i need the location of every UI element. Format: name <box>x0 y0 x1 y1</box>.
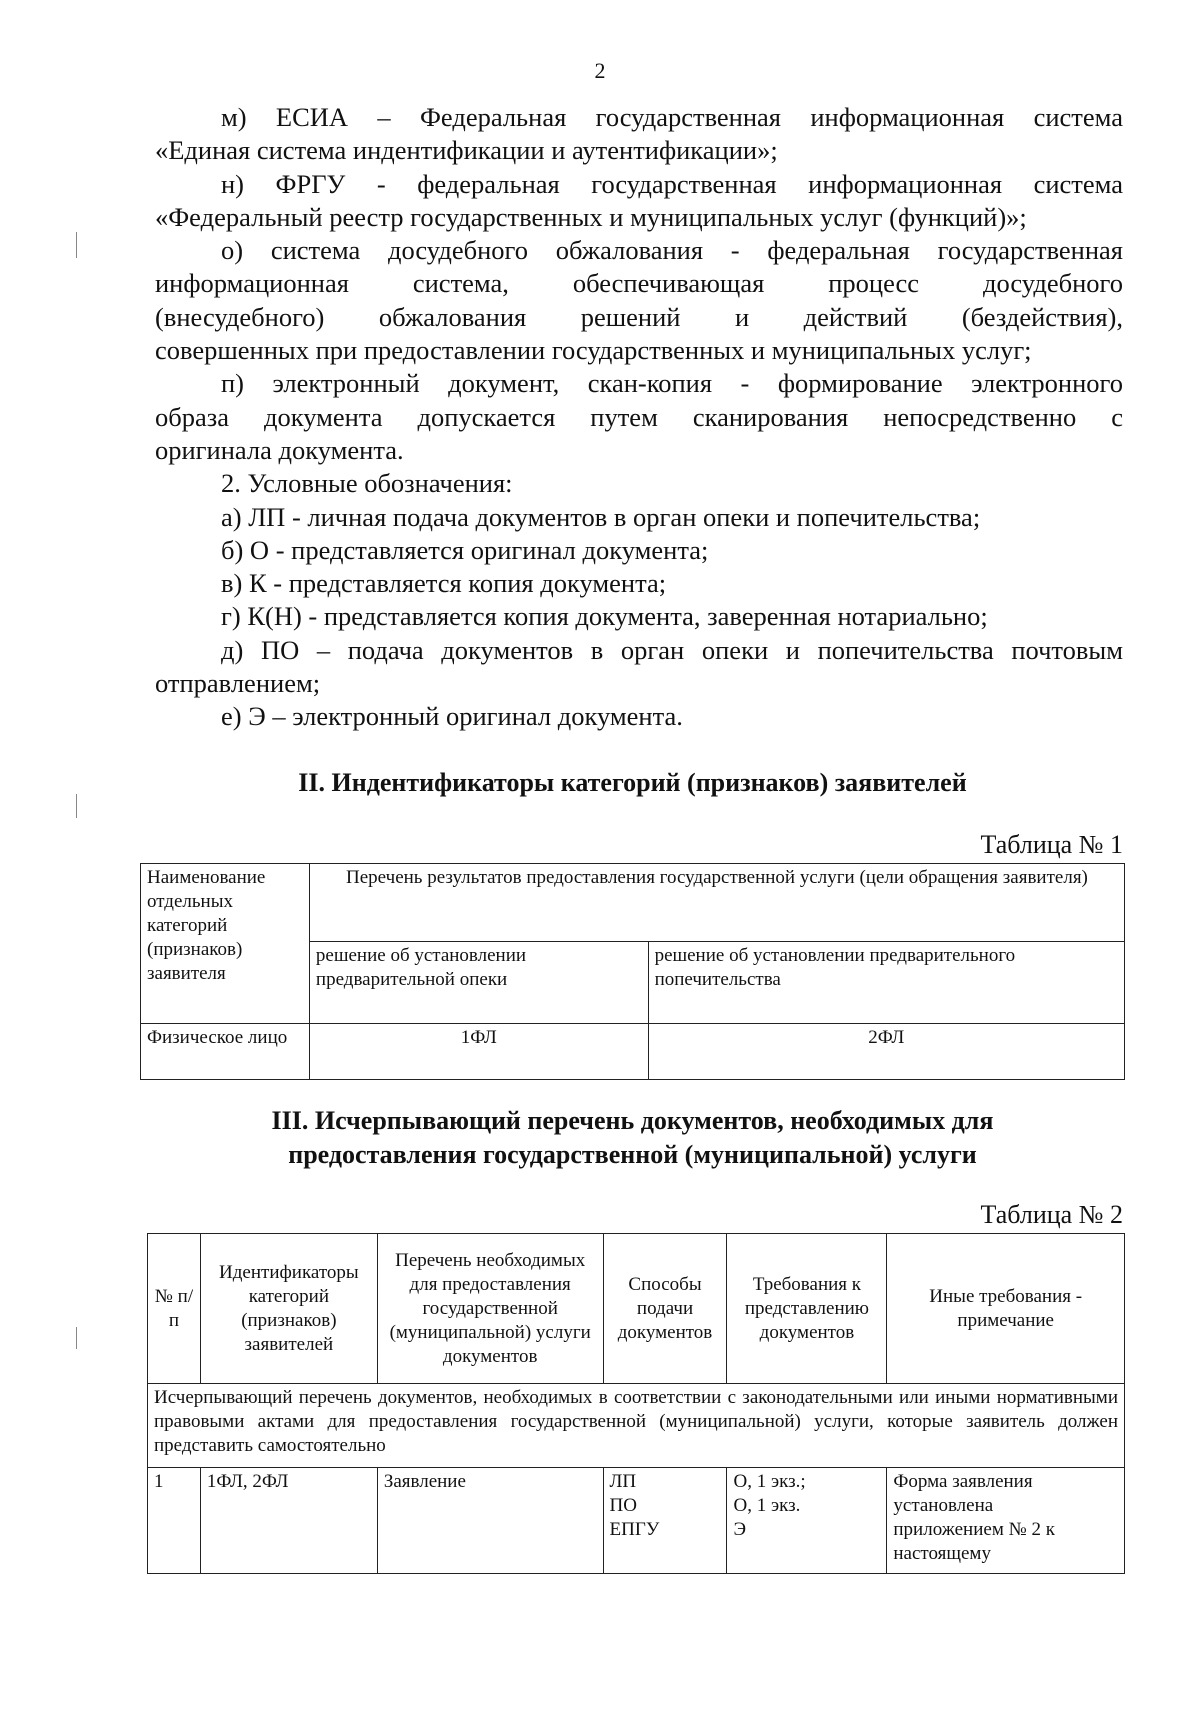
page-number: 2 <box>594 58 606 83</box>
req-2: О, 1 экз. <box>733 1495 801 1516</box>
condition-g: г) К(Н) - представляется копия документа, заверенная нотариально; <box>221 601 988 632</box>
condition-e: е) Э – электронный оригинал документа. <box>221 701 683 732</box>
table-2 <box>147 1233 1125 1574</box>
paragraph-o-line2: информационная система, обеспечивающая процесс досудебного <box>155 268 1123 299</box>
table-2-span-row: Исчерпывающий перечень документов, необходимых в соответствии с законодательными или иными нормативными правовыми актами для предоставления государственной (муниципальной) услуги, которые заявитель должен представить самостоятельно <box>148 1384 1125 1468</box>
table-1-col1-header: Наименование отдельных категорий (признаков) заявителя <box>141 864 310 1024</box>
table-1-cell-2fl: 2ФЛ <box>648 1024 1124 1080</box>
table-1-subheader-2: решение об установлении предварительного попечительства <box>648 942 1124 1024</box>
table-2-header-reqs: Требования к представлению документов <box>727 1234 887 1384</box>
method-lp: ЛП <box>609 1471 637 1492</box>
table-2-header-other: Иные требования - примечание <box>887 1234 1125 1384</box>
paragraph-p-line3: оригинала документа. <box>155 434 404 465</box>
conditions-title: 2. Условные обозначения: <box>221 468 513 499</box>
req-1: О, 1 экз.; <box>733 1471 806 1492</box>
paragraph-m-line1: м) ЕСИА – Федеральная государственная информационная система <box>221 102 1123 132</box>
section-3-heading-line1: III. Исчерпывающий перечень документов, необходимых для <box>271 1106 994 1135</box>
req-3: Э <box>733 1519 747 1540</box>
definitions-text <box>155 101 1123 734</box>
table-1-cell-1fl: 1ФЛ <box>309 1024 648 1080</box>
paragraph-o-line4: совершенных при предоставлении государственных и муниципальных услуг; <box>155 335 1032 366</box>
table-1 <box>140 863 1125 1080</box>
paragraph-o-line3: (внесудебного) обжалования решений и действий (бездействия), <box>155 301 1123 332</box>
method-po: ПО <box>609 1495 637 1516</box>
table-1-caption: Таблица № 1 <box>980 830 1123 859</box>
table-1-subheader-1: решение об установлении предварительной опеки <box>309 942 648 1024</box>
scan-artifact <box>76 794 77 818</box>
table-2-header-num: № п/п <box>148 1234 201 1384</box>
scan-artifact <box>76 1327 77 1349</box>
note-line-1: Форма заявления <box>893 1471 1033 1492</box>
condition-v: в) К - представляется копия документа; <box>221 568 667 599</box>
table-2-header-docs: Перечень необходимых для предоставления государственной (муниципальной) услуги документов <box>377 1234 603 1384</box>
table-2-header-methods: Способы подачи документов <box>603 1234 727 1384</box>
section-3-heading-line2: предоставления государственной (муниципальной) услуги <box>288 1140 977 1169</box>
table-2-header-ids: Идентификаторы категорий (признаков) заявителей <box>200 1234 377 1384</box>
table-2-row1-ids: 1ФЛ, 2ФЛ <box>200 1468 377 1574</box>
section-3-heading <box>140 1104 1125 1172</box>
table-2-row1-methods <box>603 1468 727 1574</box>
paragraph-m-line2: «Единая система индентификации и аутентификации»; <box>155 135 778 166</box>
note-line-3: приложением № 2 к <box>893 1519 1055 1540</box>
table-2-row1-doc: Заявление <box>377 1468 603 1574</box>
table-1-row-label: Физическое лицо <box>141 1024 310 1080</box>
paragraph-p-line1: п) электронный документ, скан-копия - формирование электронного <box>221 368 1123 399</box>
table-2-caption: Таблица № 2 <box>980 1200 1123 1229</box>
method-epgu: ЕПГУ <box>609 1519 660 1540</box>
condition-d-line1: д) ПО – подача документов в орган опеки и попечительства почтовым <box>221 634 1123 665</box>
paragraph-n-line2: «Федеральный реестр государственных и муниципальных услуг (функций)»; <box>155 201 1027 232</box>
table-2-row1-num: 1 <box>148 1468 201 1574</box>
paragraph-o-line1: о) система досудебного обжалования - федеральная государственная <box>221 235 1123 266</box>
table-2-row1-note <box>887 1468 1125 1574</box>
scan-artifact <box>76 232 77 258</box>
condition-a: а) ЛП - личная подача документов в орган опеки и попечительства; <box>221 501 981 532</box>
paragraph-p-line2: образа документа допускается путем сканирования непосредственно с <box>155 401 1123 432</box>
condition-b: б) О - представляется оригинал документа; <box>221 534 709 565</box>
note-line-2: установлена <box>893 1495 994 1516</box>
paragraph-n-line1: н) ФРГУ - федеральная государственная информационная система <box>221 168 1123 199</box>
table-2-row1-reqs <box>727 1468 887 1574</box>
note-line-4: настоящему <box>893 1543 991 1564</box>
section-2-heading: II. Индентификаторы категорий (признаков) заявителей <box>298 768 967 797</box>
table-1-group-header: Перечень результатов предоставления государственной услуги (цели обращения заявителя) <box>309 864 1124 942</box>
condition-d-line2: отправлением; <box>155 668 321 699</box>
